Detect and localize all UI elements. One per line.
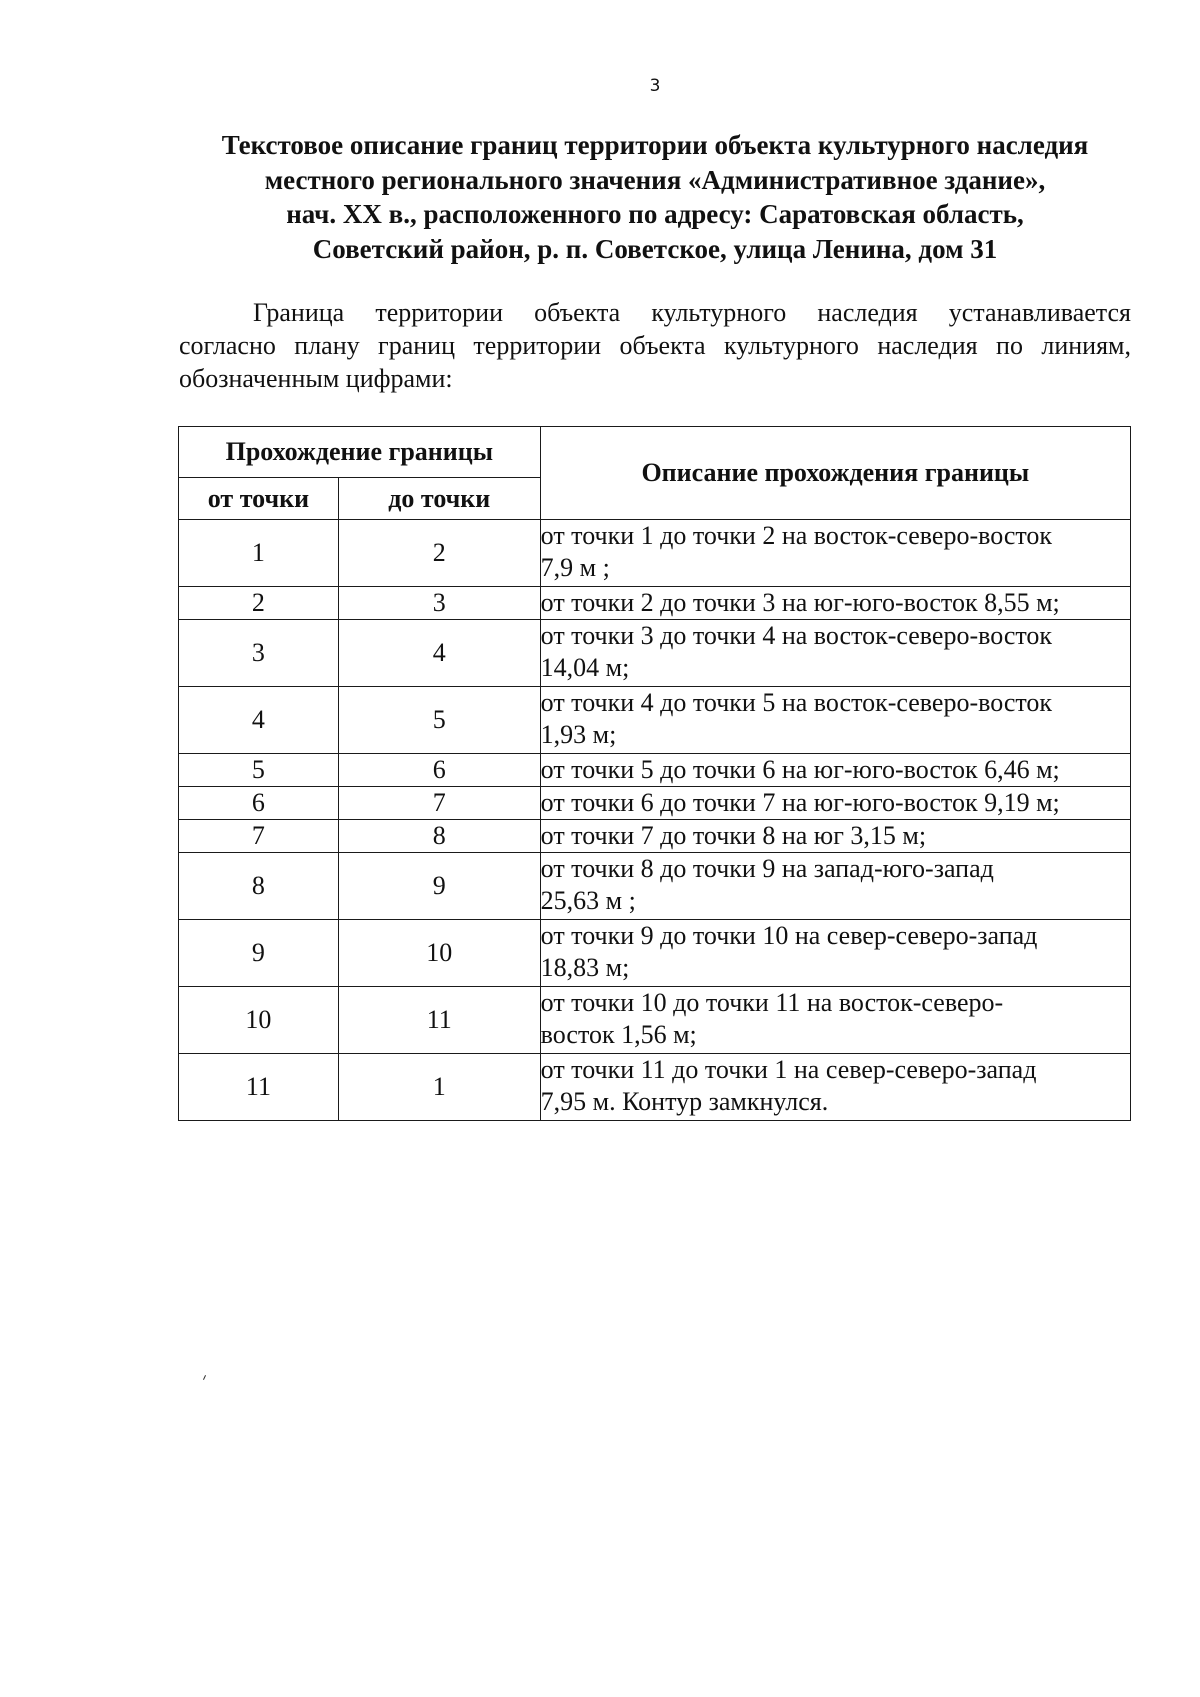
to-point-cell: 8 [338,820,540,853]
title-line: местного регионального значения «Административное здание», [264,164,1046,195]
to-point-cell: 10 [338,920,540,987]
table-row [179,1054,1131,1121]
title-line: Советский район, р. п. Советское, улица Ленина, дом 31 [312,233,998,264]
group-header: Прохождение границы [179,427,541,478]
to-point-cell: 7 [338,787,540,820]
intro-line: обозначенным цифрами: [179,364,453,393]
from-point-cell: 5 [179,754,339,787]
boundary-table [178,426,1131,1121]
description-header: Описание прохождения границы [540,427,1130,520]
description-cell [540,620,1130,687]
intro-line: согласно плану границ территории объекта культурного наследия по линиям, [179,331,1131,360]
description-line: от точки 2 до точки 3 на юг-юго-восток 8,55 м; [540,588,1060,617]
from-point-cell: 4 [179,687,339,754]
to-point-header: до точки [338,478,540,520]
description-cell [540,687,1130,754]
stray-mark [203,1375,206,1380]
description-line: от точки 3 до точки 4 на восток-северо-восток [540,621,1053,650]
description-line: 14,04 м; [540,653,630,682]
from-point-cell: 2 [179,587,339,620]
to-point-cell: 1 [338,1054,540,1121]
table-row [179,820,1131,853]
description-cell [540,587,1130,620]
to-point-cell: 6 [338,754,540,787]
description-line: от точки 7 до точки 8 на юг 3,15 м; [540,821,927,850]
table-row [179,754,1131,787]
description-cell [540,787,1130,820]
to-point-cell: 9 [338,853,540,920]
to-point-cell: 5 [338,687,540,754]
from-point-cell: 3 [179,620,339,687]
intro-paragraph [179,296,1131,395]
table-row [179,987,1131,1054]
description-line: восток 1,56 м; [540,1020,697,1049]
description-cell [540,987,1130,1054]
description-cell [540,920,1130,987]
table-row [179,853,1131,920]
table-row [179,920,1131,987]
table-row [179,520,1131,587]
table-row [179,620,1131,687]
from-point-cell: 6 [179,787,339,820]
table-row [179,787,1131,820]
page-number: 3 [649,76,661,96]
from-point-header: от точки [179,478,339,520]
description-cell [540,754,1130,787]
description-line: от точки 11 до точки 1 на север-северо-запад [540,1055,1037,1084]
description-line: от точки 10 до точки 11 на восток-северо- [540,988,1004,1017]
to-point-cell: 11 [338,987,540,1054]
from-point-cell: 8 [179,853,339,920]
description-line: от точки 9 до точки 10 на север-северо-запад [540,921,1038,950]
from-point-cell: 11 [179,1054,339,1121]
description-line: от точки 4 до точки 5 на восток-северо-восток [540,688,1053,717]
description-cell [540,853,1130,920]
description-line: 1,93 м; [540,720,617,749]
description-cell [540,820,1130,853]
to-point-cell: 4 [338,620,540,687]
description-line: 7,9 м ; [540,553,610,582]
description-line: от точки 5 до точки 6 на юг-юго-восток 6,46 м; [540,755,1060,784]
title-line: Текстовое описание границ территории объекта культурного наследия [221,130,1089,160]
to-point-cell: 2 [338,520,540,587]
from-point-cell: 9 [179,920,339,987]
description-cell [540,1054,1130,1121]
table-row [179,687,1131,754]
from-point-cell: 1 [179,520,339,587]
from-point-cell: 10 [179,987,339,1054]
description-line: 25,63 м ; [540,886,636,915]
description-line: от точки 1 до точки 2 на восток-северо-восток [540,521,1053,550]
description-cell [540,520,1130,587]
description-line: от точки 8 до точки 9 на запад-юго-запад [540,854,994,883]
from-point-cell: 7 [179,820,339,853]
table-body [179,520,1131,1121]
table-row [179,587,1131,620]
title-line: нач. XX в., расположенного по адресу: Саратовская область, [286,199,1024,229]
description-line: 18,83 м; [540,953,630,982]
description-line: от точки 6 до точки 7 на юг-юго-восток 9,19 м; [540,788,1060,817]
description-line: 7,95 м. Контур замкнулся. [540,1087,829,1116]
document-title [150,128,1160,266]
intro-line: Граница территории объекта культурного наследия устанавливается [253,298,1131,327]
to-point-cell: 3 [338,587,540,620]
